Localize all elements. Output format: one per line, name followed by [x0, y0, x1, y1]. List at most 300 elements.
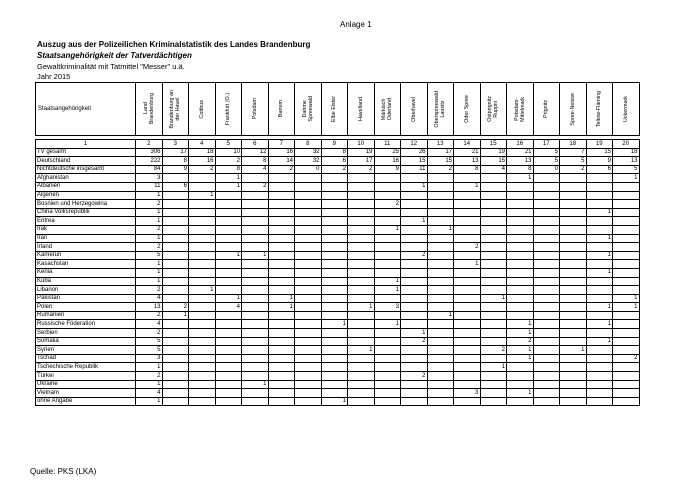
table-cell: 5 — [533, 157, 560, 166]
table-cell: 222 — [136, 157, 163, 166]
table-cell — [189, 200, 216, 209]
table-cell: 13 — [613, 157, 640, 166]
table-cell — [533, 251, 560, 260]
table-cell — [427, 182, 454, 191]
table-cell — [348, 217, 375, 226]
table-cell — [242, 329, 269, 338]
table-cell — [321, 260, 348, 269]
table-cell — [268, 225, 295, 234]
table-cell — [268, 243, 295, 252]
table-cell — [242, 363, 269, 372]
table-cell — [189, 346, 216, 355]
table-cell: 1 — [136, 380, 163, 389]
table-cell — [533, 337, 560, 346]
table-cell: 1 — [268, 303, 295, 312]
table-cell — [507, 260, 534, 269]
row-label: Kenia — [36, 268, 136, 277]
row-label: Kamerun — [36, 251, 136, 260]
table-cell — [162, 337, 189, 346]
table-cell: 1 — [586, 208, 613, 217]
table-cell — [533, 294, 560, 303]
table-cell — [613, 277, 640, 286]
table-cell — [454, 303, 481, 312]
table-cell — [533, 397, 560, 406]
table-cell: 32 — [295, 148, 322, 157]
table-row — [36, 320, 640, 329]
table-cell — [533, 217, 560, 226]
table-cell — [162, 268, 189, 277]
table-cell — [348, 208, 375, 217]
table-cell — [507, 234, 534, 243]
table-cell — [560, 208, 587, 217]
table-cell — [586, 243, 613, 252]
table-cell — [215, 320, 242, 329]
table-cell — [268, 268, 295, 277]
table-cell: 2 — [401, 251, 428, 260]
column-number: 12 — [401, 140, 428, 149]
table-cell — [586, 363, 613, 372]
row-label: Bosnien und Herzegowina — [36, 200, 136, 209]
table-cell — [533, 174, 560, 183]
column-header-row — [36, 83, 640, 136]
column-header — [189, 83, 216, 136]
row-label: Kasachstan — [36, 260, 136, 269]
table-cell: 306 — [136, 148, 163, 157]
table-cell — [374, 329, 401, 338]
table-cell — [507, 303, 534, 312]
table-cell — [427, 268, 454, 277]
table-cell: 1 — [136, 217, 163, 226]
table-cell — [374, 311, 401, 320]
column-header — [348, 83, 375, 136]
annex-label: Anlage 1 — [340, 20, 372, 29]
table-cell — [427, 251, 454, 260]
row-label: Algerien — [36, 191, 136, 200]
table-cell — [454, 311, 481, 320]
column-header-label: Dahme Spreewald — [301, 96, 314, 122]
table-cell — [586, 372, 613, 381]
table-row — [36, 303, 640, 312]
table-cell: 12 — [242, 148, 269, 157]
table-cell — [560, 277, 587, 286]
table-cell — [454, 294, 481, 303]
table-cell: 1 — [586, 251, 613, 260]
row-label: Irland — [36, 243, 136, 252]
table-cell — [295, 286, 322, 295]
table-cell — [321, 337, 348, 346]
table-cell — [242, 337, 269, 346]
table-cell: 84 — [136, 165, 163, 174]
table-cell: 1 — [136, 234, 163, 243]
table-cell — [295, 320, 322, 329]
column-header-label: Prignitz — [543, 100, 550, 118]
table-cell — [321, 311, 348, 320]
document-subtitle: Staatsangehörigkeit der Tatverdächtigen — [37, 51, 192, 60]
source-note: Quelle: PKS (LKA) — [30, 467, 97, 476]
table-cell — [162, 294, 189, 303]
table-cell — [427, 174, 454, 183]
table-row — [36, 243, 640, 252]
column-header — [374, 83, 401, 136]
table-cell — [401, 286, 428, 295]
table-cell — [401, 225, 428, 234]
table-cell — [189, 294, 216, 303]
table-cell — [215, 389, 242, 398]
table-cell — [427, 354, 454, 363]
table-cell — [480, 208, 507, 217]
table-cell — [401, 311, 428, 320]
table-cell: 0 — [295, 165, 322, 174]
table-cell — [295, 354, 322, 363]
table-cell — [454, 329, 481, 338]
table-cell — [268, 260, 295, 269]
table-cell — [348, 268, 375, 277]
table-cell: 1 — [374, 286, 401, 295]
table-cell — [215, 329, 242, 338]
column-header — [533, 83, 560, 136]
table-cell — [295, 191, 322, 200]
table-cell — [215, 191, 242, 200]
table-cell — [374, 337, 401, 346]
table-cell — [533, 329, 560, 338]
table-cell — [374, 174, 401, 183]
table-cell: 1 — [374, 320, 401, 329]
table-cell — [427, 363, 454, 372]
table-cell — [454, 277, 481, 286]
table-cell — [613, 397, 640, 406]
table-cell — [189, 217, 216, 226]
table-cell — [586, 260, 613, 269]
document-year: Jahr 2015 — [37, 72, 71, 81]
row-label: Rumänien — [36, 311, 136, 320]
column-header-label: Oder Spree — [463, 95, 470, 123]
table-cell — [401, 174, 428, 183]
table-cell: 4 — [242, 165, 269, 174]
table-row — [36, 225, 640, 234]
table-cell — [586, 294, 613, 303]
table-cell — [348, 260, 375, 269]
table-cell: 16 — [189, 157, 216, 166]
table-row — [36, 234, 640, 243]
table-cell — [374, 268, 401, 277]
table-cell: 2 — [136, 225, 163, 234]
table-row — [36, 165, 640, 174]
table-cell: 5 — [136, 337, 163, 346]
table-cell — [480, 397, 507, 406]
table-cell: 1 — [215, 251, 242, 260]
table-cell: 17 — [348, 157, 375, 166]
table-cell — [480, 380, 507, 389]
table-cell — [268, 217, 295, 226]
column-header-label: Land Brandenburg — [142, 93, 155, 125]
table-cell: 2 — [136, 311, 163, 320]
table-cell — [321, 268, 348, 277]
column-header — [242, 83, 269, 136]
table-cell — [348, 191, 375, 200]
table-cell: 25 — [374, 148, 401, 157]
table-cell — [268, 251, 295, 260]
column-number: 6 — [242, 140, 269, 149]
table-cell — [507, 208, 534, 217]
table-cell — [533, 311, 560, 320]
table-cell — [560, 217, 587, 226]
table-cell: 8 — [215, 165, 242, 174]
table-cell — [480, 329, 507, 338]
table-cell — [507, 372, 534, 381]
column-number: 14 — [454, 140, 481, 149]
table-cell — [268, 329, 295, 338]
table-cell — [295, 337, 322, 346]
column-number: 16 — [507, 140, 534, 149]
table-cell — [242, 389, 269, 398]
table-cell — [401, 208, 428, 217]
row-label: Eritrea — [36, 217, 136, 226]
table-cell — [480, 225, 507, 234]
table-cell — [215, 286, 242, 295]
table-cell — [348, 286, 375, 295]
table-cell — [480, 182, 507, 191]
table-cell: 1 — [427, 225, 454, 234]
table-cell — [560, 337, 587, 346]
table-cell — [215, 217, 242, 226]
row-label: Albanien — [36, 182, 136, 191]
table-cell — [401, 389, 428, 398]
table-cell — [242, 260, 269, 269]
table-cell — [321, 225, 348, 234]
table-cell — [268, 397, 295, 406]
table-cell: 11 — [136, 182, 163, 191]
table-cell — [613, 200, 640, 209]
table-cell: 11 — [401, 165, 428, 174]
table-cell — [268, 208, 295, 217]
table-cell — [189, 337, 216, 346]
table-cell — [215, 268, 242, 277]
table-cell: 6 — [321, 157, 348, 166]
table-cell: 1 — [242, 251, 269, 260]
table-cell — [348, 380, 375, 389]
table-cell — [533, 286, 560, 295]
table-cell — [454, 191, 481, 200]
table-cell — [560, 389, 587, 398]
table-cell — [586, 346, 613, 355]
table-cell — [162, 372, 189, 381]
table-cell — [533, 380, 560, 389]
table-cell — [401, 200, 428, 209]
table-row — [36, 200, 640, 209]
table-cell — [215, 346, 242, 355]
table-cell — [374, 208, 401, 217]
table-cell: 2 — [268, 165, 295, 174]
table-cell — [321, 354, 348, 363]
table-row — [36, 354, 640, 363]
table-cell — [189, 397, 216, 406]
table-cell: 9 — [586, 157, 613, 166]
column-header-label: Teltow-Fläming — [596, 90, 603, 128]
table-cell — [560, 354, 587, 363]
table-cell: 1 — [162, 311, 189, 320]
table-row — [36, 337, 640, 346]
table-cell — [401, 380, 428, 389]
column-number: 11 — [374, 140, 401, 149]
table-cell: 2 — [348, 165, 375, 174]
table-cell — [586, 397, 613, 406]
table-cell — [268, 182, 295, 191]
table-cell — [507, 225, 534, 234]
table-cell — [374, 346, 401, 355]
column-number: 19 — [586, 140, 613, 149]
table-cell — [401, 268, 428, 277]
table-cell: 19 — [348, 148, 375, 157]
table-cell — [295, 372, 322, 381]
table-cell — [586, 217, 613, 226]
table-cell: 7 — [560, 148, 587, 157]
table-cell — [321, 372, 348, 381]
table-cell: 1 — [401, 217, 428, 226]
table-cell — [242, 225, 269, 234]
table-cell — [374, 363, 401, 372]
table-cell: 1 — [454, 260, 481, 269]
row-label: Türkei — [36, 372, 136, 381]
table-cell — [321, 380, 348, 389]
row-label: ohne Angabe — [36, 397, 136, 406]
table-cell: 2 — [507, 337, 534, 346]
table-cell — [242, 191, 269, 200]
table-cell — [427, 346, 454, 355]
table-cell — [348, 225, 375, 234]
table-cell — [162, 174, 189, 183]
table-cell — [454, 337, 481, 346]
table-cell — [427, 294, 454, 303]
table-cell: 2 — [613, 354, 640, 363]
table-cell — [189, 182, 216, 191]
table-cell — [348, 320, 375, 329]
table-cell — [348, 372, 375, 381]
table-cell — [560, 234, 587, 243]
table-cell — [586, 354, 613, 363]
table-cell — [162, 346, 189, 355]
table-cell: 4 — [136, 294, 163, 303]
table-row — [36, 329, 640, 338]
column-header-label: Barnim — [278, 100, 285, 118]
table-cell: 1 — [586, 234, 613, 243]
table-cell: 18 — [189, 148, 216, 157]
table-cell — [480, 320, 507, 329]
table-cell: 1 — [374, 225, 401, 234]
table-cell — [189, 303, 216, 312]
table-cell — [189, 311, 216, 320]
table-cell: 15 — [427, 157, 454, 166]
column-header-label: Potsdam — [251, 98, 258, 120]
column-number: 7 — [268, 140, 295, 149]
table-cell: 2 — [136, 329, 163, 338]
table-cell — [321, 251, 348, 260]
column-header-label: Frankfurt (O.) — [225, 92, 232, 126]
table-cell — [613, 243, 640, 252]
table-cell: 1 — [454, 182, 481, 191]
table-cell — [427, 208, 454, 217]
table-cell: 1 — [136, 260, 163, 269]
table-cell — [533, 234, 560, 243]
table-cell: 2 — [454, 243, 481, 252]
table-cell — [613, 363, 640, 372]
table-cell — [427, 337, 454, 346]
table-cell — [586, 311, 613, 320]
table-row — [36, 148, 640, 157]
table-cell — [586, 389, 613, 398]
table-cell: 2 — [136, 286, 163, 295]
column-number: 8 — [295, 140, 322, 149]
table-cell — [348, 329, 375, 338]
table-cell: 1 — [136, 268, 163, 277]
table-cell — [613, 311, 640, 320]
table-cell — [427, 329, 454, 338]
table-cell — [401, 260, 428, 269]
column-header-label: Brandenburg an der Havel — [169, 89, 182, 129]
table-cell — [507, 268, 534, 277]
table-cell: 4 — [480, 165, 507, 174]
table-cell — [242, 174, 269, 183]
table-cell — [401, 294, 428, 303]
table-cell — [427, 217, 454, 226]
table-cell: 2 — [374, 200, 401, 209]
row-label: Iran — [36, 234, 136, 243]
table-cell — [427, 200, 454, 209]
table-cell: 21 — [454, 148, 481, 157]
table-cell — [401, 243, 428, 252]
table-cell: 1 — [507, 320, 534, 329]
table-cell — [613, 329, 640, 338]
table-cell: 15 — [586, 148, 613, 157]
table-cell — [242, 217, 269, 226]
table-cell — [268, 363, 295, 372]
table-cell — [242, 268, 269, 277]
column-number-row — [36, 140, 640, 149]
table-row — [36, 208, 640, 217]
table-cell: 5 — [136, 251, 163, 260]
table-cell — [242, 354, 269, 363]
table-cell: 4 — [136, 389, 163, 398]
column-header — [268, 83, 295, 136]
table-cell: 16 — [268, 148, 295, 157]
table-cell — [533, 243, 560, 252]
row-label: Nichtdeutsche insgesamt — [36, 165, 136, 174]
table-cell — [189, 243, 216, 252]
table-cell — [533, 191, 560, 200]
table-cell — [348, 389, 375, 398]
table-cell: 1 — [242, 380, 269, 389]
column-header — [613, 83, 640, 136]
table-cell — [295, 243, 322, 252]
table-cell: 1 — [215, 182, 242, 191]
table-cell — [348, 251, 375, 260]
table-cell — [268, 389, 295, 398]
table-cell — [162, 251, 189, 260]
table-cell — [401, 363, 428, 372]
column-number: 15 — [480, 140, 507, 149]
table-cell: 8 — [242, 157, 269, 166]
table-cell: 9 — [374, 165, 401, 174]
table-cell — [586, 329, 613, 338]
table-row — [36, 311, 640, 320]
column-number: 1 — [36, 140, 136, 149]
table-cell — [189, 329, 216, 338]
table-cell — [401, 397, 428, 406]
row-label: Tschad — [36, 354, 136, 363]
column-header-label: Potsdam- Mittelmark — [513, 96, 526, 122]
table-cell: 1 — [507, 174, 534, 183]
table-cell — [533, 182, 560, 191]
table-cell: 6 — [586, 165, 613, 174]
